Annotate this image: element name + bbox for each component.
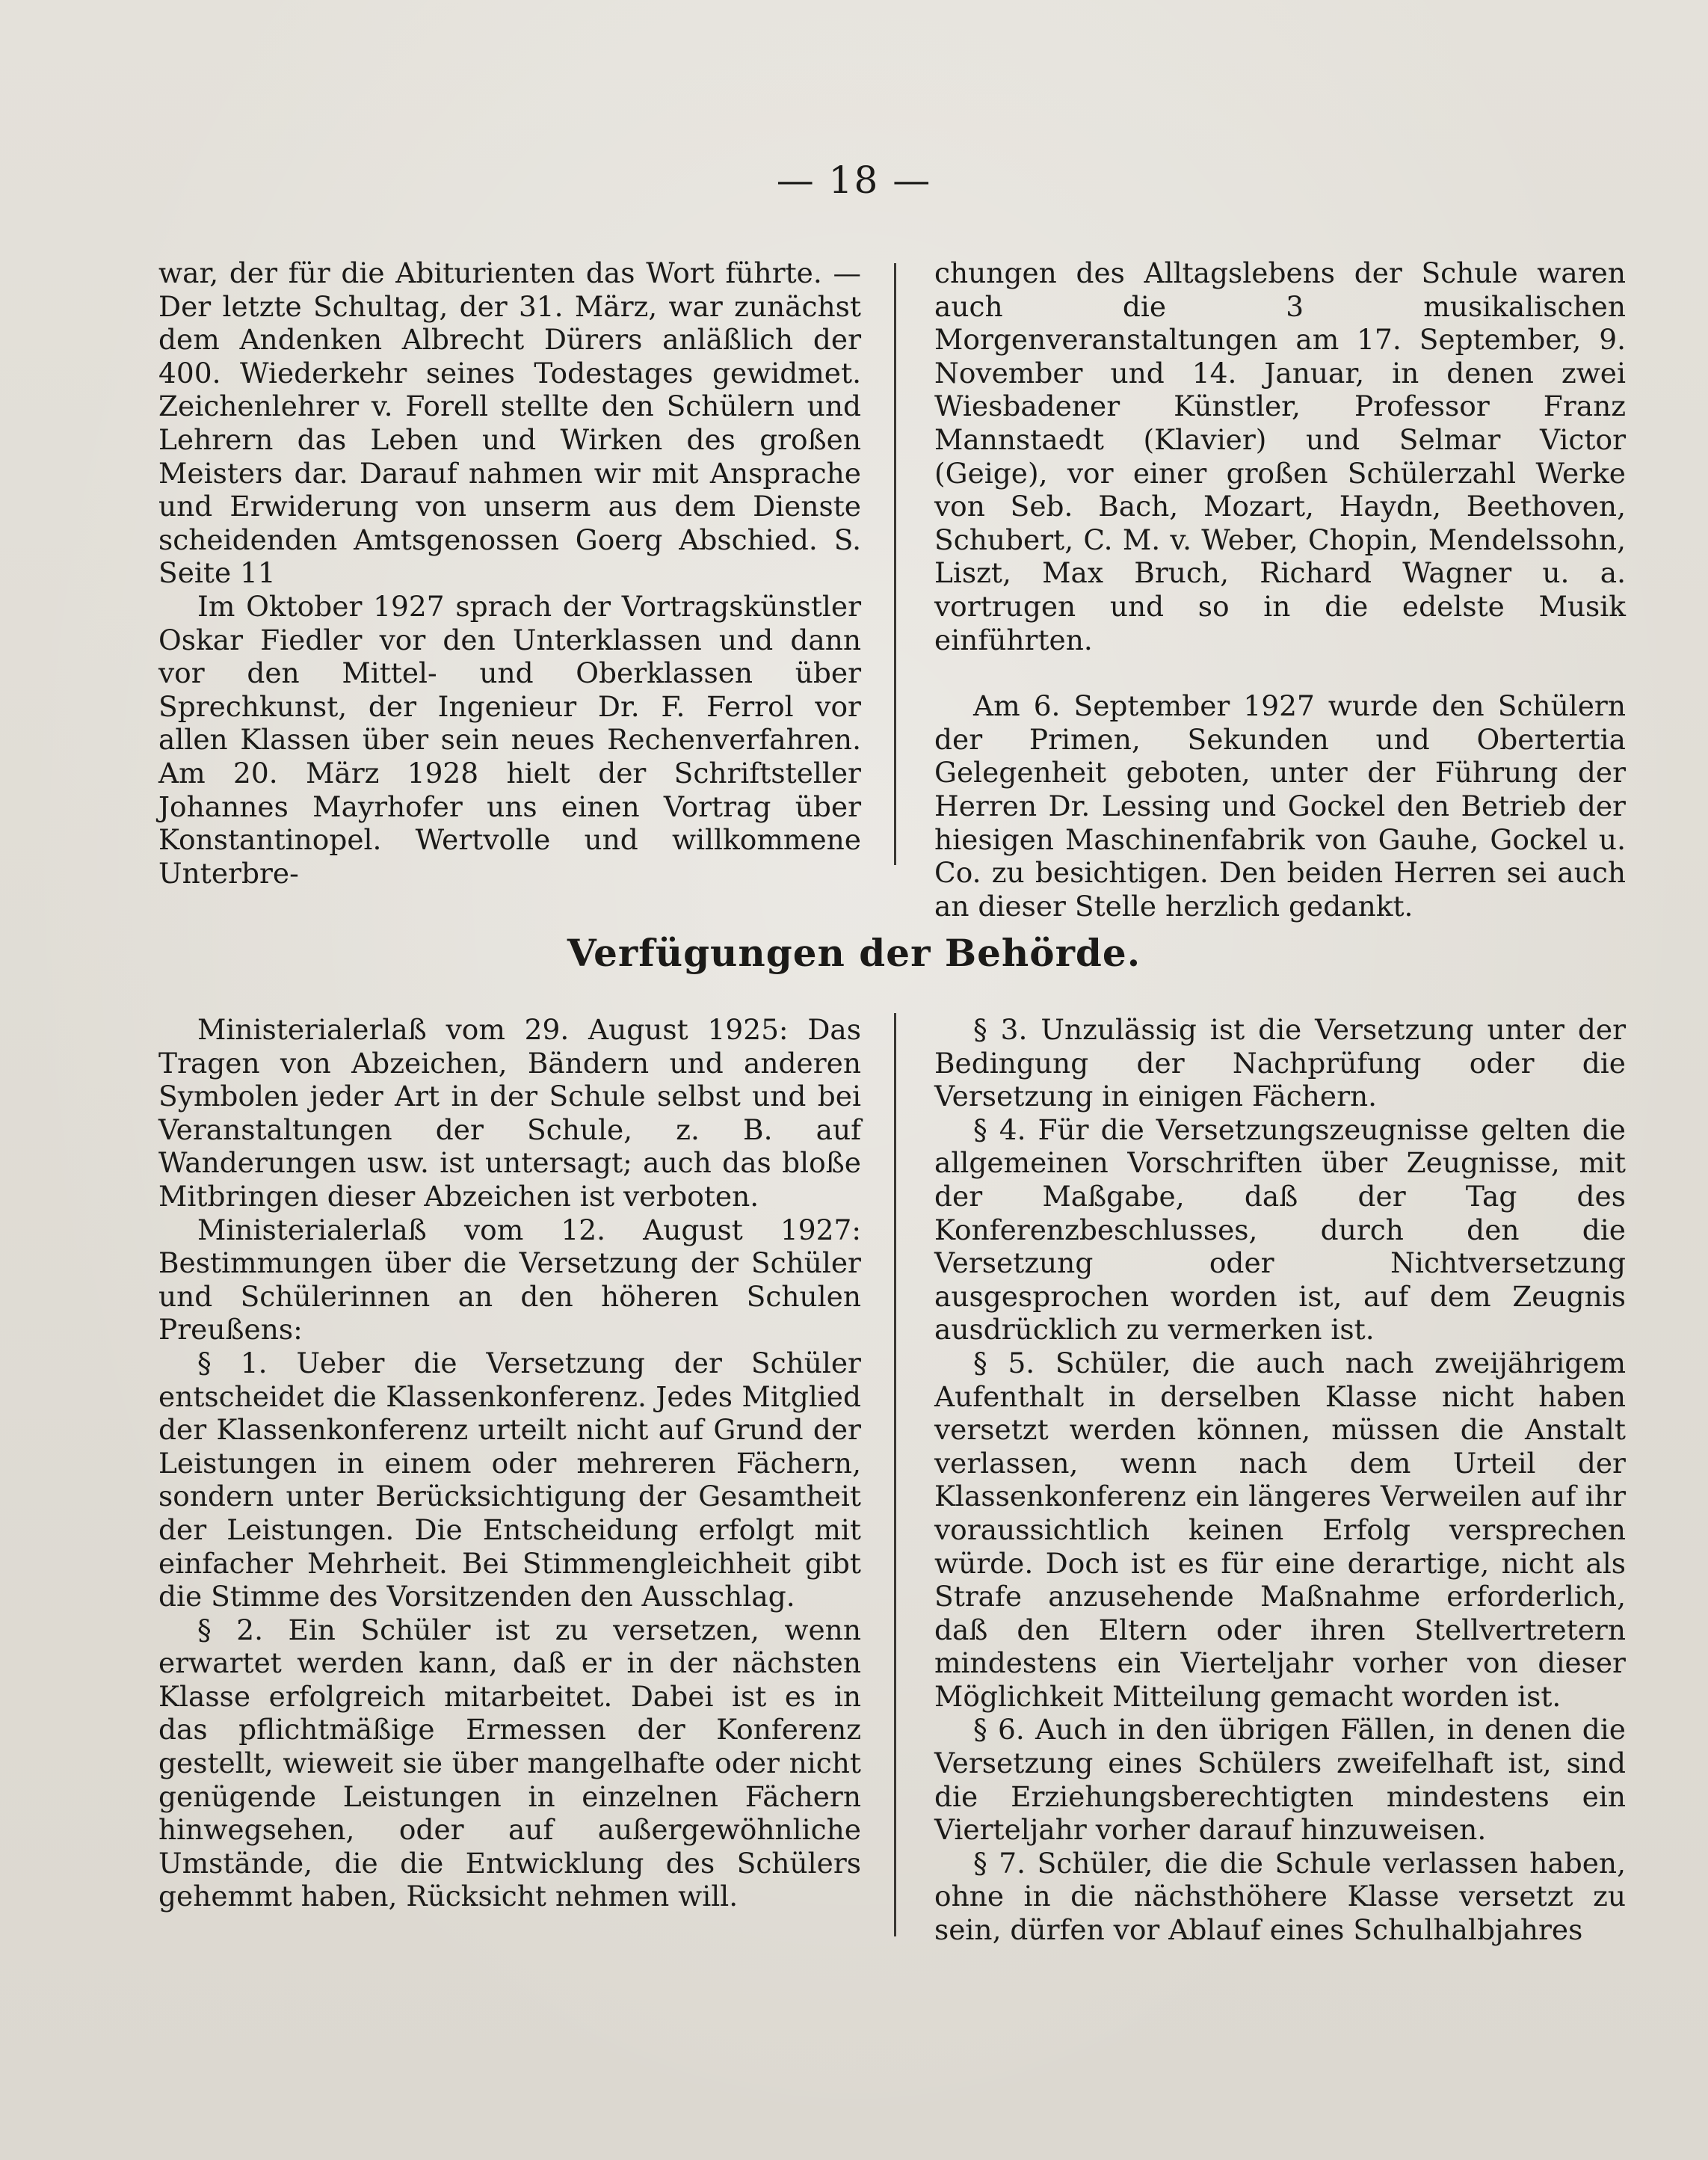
paragraph: § 3. Unzulässig ist die Versetzung unter der Bedingung der Nachprüfung oder die Versetzung in einigen Fächern.: [934, 1013, 1626, 1113]
top-left-column: [158, 256, 861, 890]
paragraph: Ministerialerlaß vom 12. August 1927: Bestimmungen über die Versetzung der Schüler und Schülerinnen an den höheren Schulen Preußens:: [158, 1213, 861, 1347]
paragraph: Ministerialerlaß vom 29. August 1925: Das Tragen von Abzeichen, Bändern und anderen Symbolen jeder Art in der Schule selbst und bei Veranstaltungen der Schule, z. B. auf Wanderungen usw. ist untersagt; auch das bloße Mitbringen dieser Abzeichen ist verboten.: [158, 1013, 861, 1213]
bottom-left-column: [158, 1013, 861, 1913]
bottom-right-column: [934, 1013, 1626, 1947]
paragraph: § 6. Auch in den übrigen Fällen, in denen die Versetzung eines Schülers zweifelhaft ist, sind die Erziehungsberechtigten mindestens ein Vierteljahr vorher darauf hinzuweisen.: [934, 1713, 1626, 1847]
column-divider: [894, 263, 896, 865]
paragraph: § 4. Für die Versetzungszeugnisse gelten die allgemeinen Vorschriften über Zeugnisse, mit der Maßgabe, daß der Tag des Konferenzbeschlusses, durch den die Versetzung oder Nichtversetzung ausgesprochen worden ist, auf dem Zeugnis ausdrücklich zu vermerken ist.: [934, 1113, 1626, 1347]
paragraph: § 2. Ein Schüler ist zu versetzen, wenn erwartet werden kann, daß er in der nächsten Klasse erfolgreich mitarbeitet. Dabei ist es in das pflichtmäßige Ermessen der Konferenz gestellt, wieweit sie über mangelhafte oder nicht genügende Leistungen in einzelnen Fächern hinwegsehen, oder auf außergewöhnliche Umstände, die die Entwicklung des Schülers gehemmt haben, Rücksicht nehmen will.: [158, 1613, 861, 1913]
paragraph: chungen des Alltagslebens der Schule waren auch die 3 musikalischen Morgenveranstaltungen am 17. September, 9. November und 14. Januar, in denen zwei Wiesbadener Künstler, Professor Franz Mannstaedt (Klavier) und Selmar Victor (Geige), vor einer großen Schülerzahl Werke von Seb. Bach, Mozart, Haydn, Beethoven, Schubert, C. M. v. Weber, Chopin, Mendelssohn, Liszt, Max Bruch, Richard Wagner u. a. vortrugen und so in die edelste Musik einführten.: [934, 256, 1626, 656]
paragraph: § 7. Schüler, die die Schule verlassen haben, ohne in die nächsthöhere Klasse versetzt zu sein, dürfen vor Ablauf eines Schulhalbjahres: [934, 1846, 1626, 1947]
paragraph: § 5. Schüler, die auch nach zweijährigem Aufenthalt in derselben Klasse nicht haben versetzt werden können, müssen die Anstalt verlassen, wenn nach dem Urteil der Klassenkonferenz ein längeres Verweilen auf ihr voraussichtlich keinen Erfolg versprechen würde. Doch ist es für eine derartige, nicht als Strafe anzusehende Maßnahme erforderlich, daß den Eltern oder ihren Stellvertretern mindestens ein Vierteljahr vorher von dieser Möglichkeit Mitteilung gemacht worden ist.: [934, 1346, 1626, 1713]
paragraph: Am 6. September 1927 wurde den Schülern der Primen, Sekunden und Obertertia Gelegenheit geboten, unter der Führung der Herren Dr. Lessing und Gockel den Betrieb der hiesigen Maschinenfabrik von Gauhe, Gockel u. Co. zu besichtigen. Den beiden Herren sei auch an dieser Stelle herzlich gedankt.: [934, 689, 1626, 923]
top-right-column: [934, 256, 1626, 923]
page-number: — 18 —: [776, 159, 932, 202]
column-divider: [894, 1013, 896, 1936]
section-heading: Verfügungen der Behörde.: [567, 931, 1141, 975]
paragraph: war, der für die Abiturienten das Wort führte. — Der letzte Schultag, der 31. März, war zunächst dem Andenken Albrecht Dürers anläßlich der 400. Wiederkehr seines Todestages gewidmet. Zeichenlehrer v. Forell stellte den Schülern und Lehrern das Leben und Wirken des großen Meisters dar. Darauf nahmen wir mit Ansprache und Erwiderung von unserm aus dem Dienste scheidenden Amtsgenossen Goerg Abschied. S. Seite 11: [158, 256, 861, 590]
paragraph: § 1. Ueber die Versetzung der Schüler entscheidet die Klassenkonferenz. Jedes Mitglied der Klassenkonferenz urteilt nicht auf Grund der Leistungen in einem oder mehreren Fächern, sondern unter Berücksichtigung der Gesamtheit der Leistungen. Die Entscheidung erfolgt mit einfacher Mehrheit. Bei Stimmengleichheit gibt die Stimme des Vorsitzenden den Ausschlag.: [158, 1346, 861, 1613]
paragraph: Im Oktober 1927 sprach der Vortragskünstler Oskar Fiedler vor den Unterklassen und dann vor den Mittel- und Oberklassen über Sprechkunst, der Ingenieur Dr. F. Ferrol vor allen Klassen über sein neues Rechenverfahren. Am 20. März 1928 hielt der Schriftsteller Johannes Mayrhofer uns einen Vortrag über Konstantinopel. Wertvolle und willkommene Unterbre-: [158, 589, 861, 890]
